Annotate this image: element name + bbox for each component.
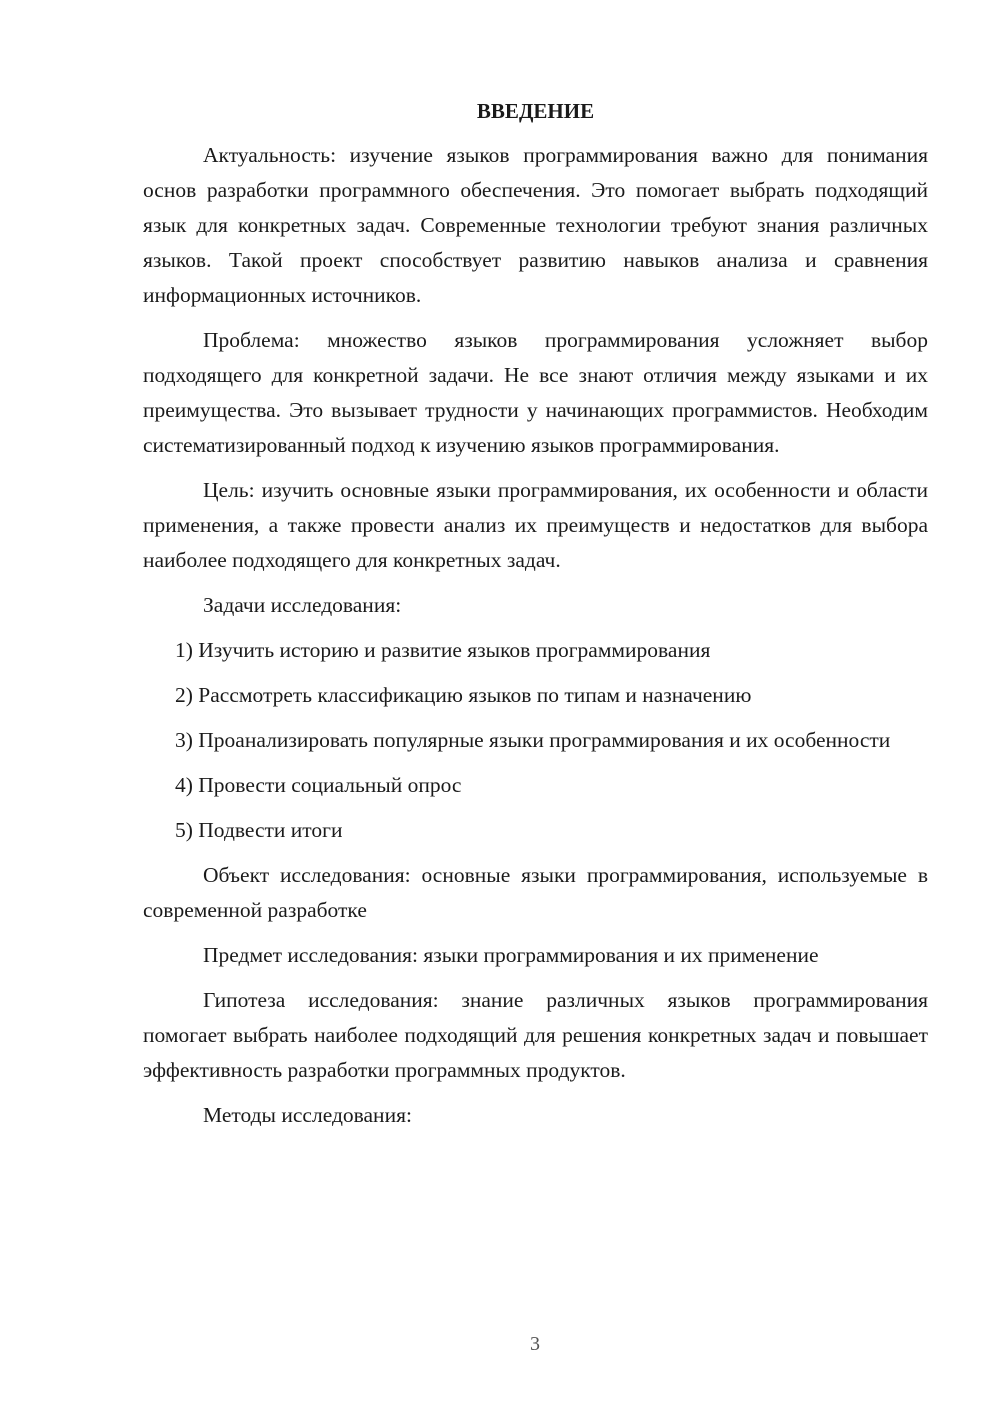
task-item: 4) Провести социальный опрос	[175, 773, 462, 797]
goal-paragraph: Цель: изучить основные языки программирования, их особенности и области применения, а также провести анализ их преимуществ и недостатков для выбора наиболее подходящего для конкретных задач.	[143, 478, 928, 572]
methods-title: Методы исследования:	[203, 1103, 412, 1127]
task-item: 1) Изучить историю и развитие языков программирования	[175, 638, 711, 662]
tasks-title: Задачи исследования:	[203, 593, 402, 617]
document-page	[143, 96, 928, 1143]
task-item: 3) Проанализировать популярные языки программирования и их особенности	[175, 728, 891, 752]
problem-paragraph: Проблема: множество языков программирования усложняет выбор подходящего для конкретной задачи. Не все знают отличия между языками и их преимущества. Это вызывает трудности у начинающих программистов. Необходим систематизированный подход к изучению языков программирования.	[143, 328, 928, 457]
subject-paragraph: Предмет исследования: языки программирования и их применение	[203, 943, 819, 967]
section-heading: ВВЕДЕНИЕ	[476, 99, 595, 123]
hypothesis-paragraph: Гипотеза исследования: знание различных языков программирования помогает выбрать наиболее подходящий для решения конкретных задач и повышает эффективность разработки программных продуктов.	[143, 988, 928, 1082]
relevance-paragraph: Актуальность: изучение языков программирования важно для понимания основ разработки программного обеспечения. Это помогает выбрать подходящий язык для конкретных задач. Современные технологии требуют знания различных языков. Такой проект способствует развитию навыков анализа и сравнения информационных источников.	[143, 143, 928, 307]
object-paragraph: Объект исследования: основные языки программирования, используемые в современной разработке	[143, 863, 928, 922]
task-item: 5) Подвести итоги	[175, 818, 343, 842]
task-item: 2) Рассмотреть классификацию языков по типам и назначению	[175, 683, 752, 707]
page-number: 3	[530, 1333, 540, 1355]
